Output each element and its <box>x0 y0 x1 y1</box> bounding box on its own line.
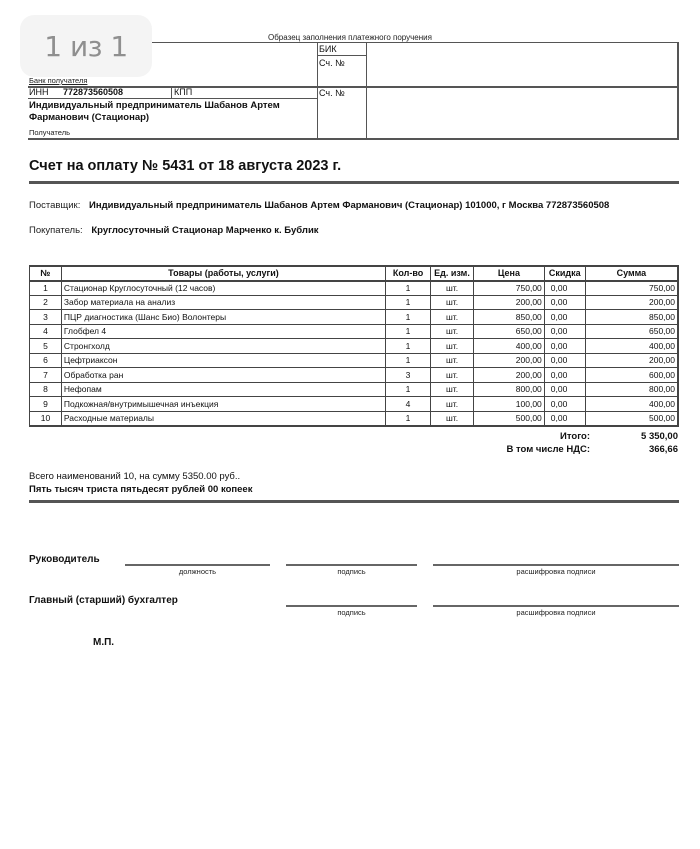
row-price: 200,00 <box>474 353 545 368</box>
supplier-line <box>29 200 609 211</box>
accountant-label: Главный (старший) бухгалтер <box>29 595 178 606</box>
divider <box>366 42 367 139</box>
decryption-caption: расшифровка подписи <box>516 608 596 617</box>
row-discount: 0,00 <box>544 295 585 310</box>
row-name: Обработка ран <box>61 368 385 383</box>
buyer-line <box>29 225 319 236</box>
column-header-sum: Сумма <box>585 266 678 281</box>
summary-divider <box>29 500 679 503</box>
totals-block <box>430 431 678 456</box>
row-name: ПЦР диагностика (Шанс Био) Волонтеры <box>61 310 385 325</box>
divider <box>28 138 679 140</box>
row-name: Стронгхолд <box>61 339 385 354</box>
row-number: 10 <box>30 411 62 426</box>
row-unit: шт. <box>431 310 474 325</box>
buyer-value: Круглосуточный Стационар Марченко к. Бублик <box>91 225 319 236</box>
inn-value: 772873560508 <box>63 87 124 97</box>
row-quantity: 1 <box>386 281 431 296</box>
row-quantity: 4 <box>386 397 431 412</box>
row-number: 2 <box>30 295 62 310</box>
row-sum: 850,00 <box>585 310 678 325</box>
decryption-line <box>433 605 679 607</box>
vat-label: В том числе НДС: <box>506 443 590 455</box>
recipient-name: Индивидуальный предприниматель Шабанов Артем Фарманович (Стационар) <box>29 100 280 123</box>
row-number: 5 <box>30 339 62 354</box>
row-number: 8 <box>30 382 62 397</box>
row-number: 1 <box>30 281 62 296</box>
account-label: Сч. № <box>319 88 345 98</box>
stamp-place-label: М.П. <box>93 637 115 648</box>
kpp-label: КПП <box>174 87 193 97</box>
table-row <box>30 382 679 397</box>
decryption-line <box>433 564 679 566</box>
row-sum: 200,00 <box>585 353 678 368</box>
row-unit: шт. <box>431 353 474 368</box>
row-unit: шт. <box>431 281 474 296</box>
row-sum: 750,00 <box>585 281 678 296</box>
row-name: Цефтриаксон <box>61 353 385 368</box>
row-price: 200,00 <box>474 368 545 383</box>
signature-line <box>286 564 417 566</box>
total-row <box>430 431 678 444</box>
row-sum: 400,00 <box>585 339 678 354</box>
table-row <box>30 339 679 354</box>
row-number: 9 <box>30 397 62 412</box>
row-unit: шт. <box>431 397 474 412</box>
recipient-label: Получатель <box>29 128 70 137</box>
row-discount: 0,00 <box>544 397 585 412</box>
inn-label: ИНН <box>29 87 49 97</box>
row-price: 800,00 <box>474 382 545 397</box>
bik-label: БИК <box>319 44 337 54</box>
row-sum: 800,00 <box>585 382 678 397</box>
signature-caption: подпись <box>337 608 366 617</box>
row-unit: шт. <box>431 324 474 339</box>
table-row <box>30 411 679 426</box>
row-quantity: 1 <box>386 353 431 368</box>
divider <box>677 42 679 139</box>
divider <box>28 86 679 88</box>
row-number: 6 <box>30 353 62 368</box>
items-table <box>29 265 679 427</box>
row-sum: 500,00 <box>585 411 678 426</box>
page-indicator: 1 из 1 <box>20 15 152 77</box>
row-discount: 0,00 <box>544 353 585 368</box>
total-label: Итого: <box>560 431 590 442</box>
row-discount: 0,00 <box>544 310 585 325</box>
table-header-row <box>30 266 679 281</box>
row-sum: 650,00 <box>585 324 678 339</box>
row-name: Расходные материалы <box>61 411 385 426</box>
row-price: 100,00 <box>474 397 545 412</box>
row-price: 750,00 <box>474 281 545 296</box>
table-row <box>30 295 679 310</box>
row-quantity: 1 <box>386 295 431 310</box>
supplier-value: Индивидуальный предприниматель Шабанов Артем Фарманович (Стационар) 101000, г Москва 772873560508 <box>89 200 610 211</box>
supplier-label: Поставщик: <box>29 200 81 211</box>
row-sum: 200,00 <box>585 295 678 310</box>
recipient-bank-label: Банк получателя <box>29 76 88 85</box>
row-price: 850,00 <box>474 310 545 325</box>
total-value: 5 350,00 <box>641 431 678 442</box>
row-unit: шт. <box>431 382 474 397</box>
decryption-caption: расшифровка подписи <box>516 567 596 576</box>
divider <box>28 98 318 99</box>
row-name: Забор материала на анализ <box>61 295 385 310</box>
divider <box>152 42 679 43</box>
row-unit: шт. <box>431 295 474 310</box>
director-label: Руководитель <box>29 554 100 565</box>
row-number: 3 <box>30 310 62 325</box>
table-row <box>30 310 679 325</box>
vat-row <box>430 444 678 457</box>
divider <box>171 87 172 99</box>
column-header-price: Цена <box>474 266 545 281</box>
account-label: Сч. № <box>319 58 345 68</box>
row-discount: 0,00 <box>544 382 585 397</box>
row-number: 4 <box>30 324 62 339</box>
column-header-number: № <box>30 266 62 281</box>
column-header-quantity: Кол-во <box>386 266 431 281</box>
divider <box>317 42 318 139</box>
row-name: Нефопам <box>61 382 385 397</box>
table-row <box>30 397 679 412</box>
row-unit: шт. <box>431 339 474 354</box>
summary-block <box>29 471 252 496</box>
items-count-line: Всего наименований 10, на сумму 5350.00 руб.. <box>29 471 241 482</box>
row-discount: 0,00 <box>544 339 585 354</box>
position-signature-line <box>125 564 270 566</box>
row-quantity: 1 <box>386 382 431 397</box>
row-price: 400,00 <box>474 339 545 354</box>
row-number: 7 <box>30 368 62 383</box>
position-caption: должность <box>178 567 217 576</box>
table-row <box>30 368 679 383</box>
table-row <box>30 324 679 339</box>
row-quantity: 1 <box>386 411 431 426</box>
row-price: 200,00 <box>474 295 545 310</box>
table-row <box>30 281 679 296</box>
row-discount: 0,00 <box>544 368 585 383</box>
column-header-goods: Товары (работы, услуги) <box>61 266 385 281</box>
row-name: Подкожная/внутримышечная инъекция <box>61 397 385 412</box>
row-name: Глобфел 4 <box>61 324 385 339</box>
divider <box>317 55 367 56</box>
column-header-unit: Ед. изм. <box>431 266 474 281</box>
signature-caption: подпись <box>337 567 366 576</box>
invoice-title: Счет на оплату № 5431 от 18 августа 2023 г. <box>29 158 342 174</box>
row-quantity: 3 <box>386 368 431 383</box>
vat-value: 366,66 <box>648 443 678 455</box>
payment-sample-caption: Образец заполнения платежного поручения <box>268 33 432 42</box>
amount-in-words: Пять тысяч триста пятьдесят рублей 00 копеек <box>29 483 253 495</box>
row-price: 500,00 <box>474 411 545 426</box>
row-quantity: 1 <box>386 324 431 339</box>
row-unit: шт. <box>431 368 474 383</box>
row-sum: 600,00 <box>585 368 678 383</box>
buyer-label: Покупатель: <box>29 225 83 236</box>
table-row <box>30 353 679 368</box>
row-unit: шт. <box>431 411 474 426</box>
row-discount: 0,00 <box>544 324 585 339</box>
row-sum: 400,00 <box>585 397 678 412</box>
column-header-discount: Скидка <box>544 266 585 281</box>
row-discount: 0,00 <box>544 281 585 296</box>
bank-details-block <box>28 42 679 139</box>
row-discount: 0,00 <box>544 411 585 426</box>
row-price: 650,00 <box>474 324 545 339</box>
row-name: Стационар Круглосуточный (12 часов) <box>61 281 385 296</box>
signature-line <box>286 605 417 607</box>
row-quantity: 1 <box>386 339 431 354</box>
row-quantity: 1 <box>386 310 431 325</box>
title-divider <box>29 181 679 184</box>
